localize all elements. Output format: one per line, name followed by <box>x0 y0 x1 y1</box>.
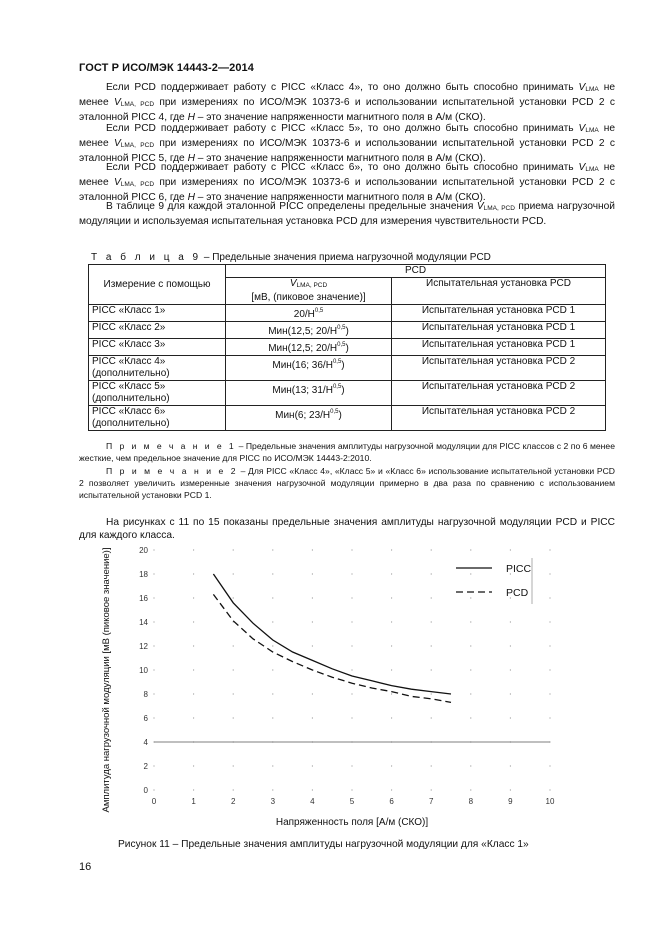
grid-dot <box>193 549 194 550</box>
y-tick-label: 20 <box>139 546 148 555</box>
x-tick-label: 3 <box>270 797 276 806</box>
grid-dot <box>549 789 550 790</box>
grid-dot <box>193 693 194 694</box>
table-row: PICC «Класс 4» (дополнительно) Мин(16; $36/H^{0,5}$) Испытательная установка PCD 2 <box>89 356 606 381</box>
paragraph-class6: Если PCD поддерживает работу с PICC «Класс 6», то оно должно быть способно принимать VLMA не менее VLMA, PCD при измерениях по ИСО/МЭК 10373-6 и использовании испытательной установки PCD 2 с эталонной PICC 6, где H – это значение напряженности магнитного поля в А/м (СКО). <box>79 162 616 203</box>
grid-dot <box>272 717 273 718</box>
grid-dot <box>193 573 194 574</box>
grid-dot <box>153 789 154 790</box>
x-tick-label: 4 <box>310 797 315 806</box>
grid-dot <box>153 597 154 598</box>
grid-dot <box>272 765 273 766</box>
grid-dot <box>510 717 511 718</box>
note-1: П р и м е ч а н и е 1 – Предельные значения амплитуды нагрузочной модуляции для PICC классов с 2 по 6 менее жесткие, чем предельное значение для PICC по ИСО/МЭК 14443-2:2010. <box>79 441 615 463</box>
grid-dot <box>312 573 313 574</box>
legend-label-picc: PICC <box>506 563 532 575</box>
grid-dot <box>193 765 194 766</box>
grid-dot <box>351 789 352 790</box>
table-row: PICC «Класс 6» (дополнительно) Мин(6; $23/H^{0,5}$) Испытательная установка PCD 2 <box>89 406 606 431</box>
grid-dot <box>153 717 154 718</box>
grid-dot <box>391 549 392 550</box>
table-row: PICC «Класс 1» $20/H^{0,5}$ Испытательная установка PCD 1 <box>89 305 606 322</box>
grid-dot <box>470 693 471 694</box>
grid-dot <box>391 669 392 670</box>
grid-dot <box>549 669 550 670</box>
grid-dot <box>193 789 194 790</box>
grid-dot <box>193 645 194 646</box>
grid-dot <box>510 669 511 670</box>
grid-dot <box>312 717 313 718</box>
grid-dot <box>153 573 154 574</box>
y-tick-label: 10 <box>139 666 148 675</box>
grid-dot <box>510 549 511 550</box>
grid-dot <box>193 597 194 598</box>
grid-dot <box>431 717 432 718</box>
grid-dot <box>391 621 392 622</box>
series-line-picc <box>213 574 451 694</box>
grid-dot <box>510 693 511 694</box>
grid-dot <box>272 789 273 790</box>
grid-dot <box>233 597 234 598</box>
grid-dot <box>153 693 154 694</box>
grid-dot <box>549 597 550 598</box>
y-tick-label: 14 <box>139 618 148 627</box>
grid-dot <box>431 621 432 622</box>
grid-dot <box>312 621 313 622</box>
table-row: PICC «Класс 3» Мин(12,5; $20/H^{0,5}$) Испытательная установка PCD 1 <box>89 339 606 356</box>
table-head-measurement: Измерение с помощью <box>89 265 226 305</box>
grid-dot <box>312 693 313 694</box>
grid-dot <box>272 549 273 550</box>
grid-dot <box>431 693 432 694</box>
paragraph-class5: Если PCD поддерживает работу с PICC «Класс 5», то оно должно быть способно принимать VLMA не менее VLMA, PCD при измерениях по ИСО/МЭК 10373-6 и использовании испытательной установки PCD 2 с эталонной PICC 5, где H – это значение напряженности магнитного поля в А/м (СКО). <box>79 123 616 164</box>
grid-dot <box>470 621 471 622</box>
paragraph-figures-intro: На рисунках с 11 по 15 показаны предельные значения амплитуды нагрузочной модуляции PCD и PICC для каждого класса. <box>79 517 615 541</box>
grid-dot <box>549 549 550 550</box>
grid-dot <box>193 621 194 622</box>
grid-dot <box>549 645 550 646</box>
grid-dot <box>272 597 273 598</box>
legend-label-pcd: PCD <box>506 587 529 599</box>
grid-dot <box>510 645 511 646</box>
grid-dot <box>470 789 471 790</box>
x-tick-label: 1 <box>191 797 196 806</box>
grid-dot <box>272 621 273 622</box>
grid-dot <box>272 669 273 670</box>
grid-dot <box>431 597 432 598</box>
grid-dot <box>351 597 352 598</box>
limits-chart <box>96 538 576 828</box>
grid-dot <box>431 645 432 646</box>
grid-dot <box>351 621 352 622</box>
grid-dot <box>351 765 352 766</box>
grid-dot <box>351 717 352 718</box>
y-axis-label: Амплитуда нагрузочной модуляции [мВ (пиковое значение)] <box>101 547 112 813</box>
grid-dot <box>312 789 313 790</box>
y-tick-label: 12 <box>139 642 148 651</box>
y-tick-label: 0 <box>143 786 148 795</box>
grid-dot <box>391 693 392 694</box>
limits-table <box>88 264 606 431</box>
grid-dot <box>153 621 154 622</box>
grid-dot <box>549 693 550 694</box>
y-tick-label: 6 <box>143 714 148 723</box>
grid-dot <box>470 717 471 718</box>
grid-dot <box>391 645 392 646</box>
x-tick-label: 6 <box>389 797 394 806</box>
grid-dot <box>153 549 154 550</box>
paragraph-table-intro: В таблице 9 для каждой эталонной PICC определены предельные значения VLMA, PCD приема нагрузочной модуляции и используемая испытательная установка PCD для измерения чувствительности PCD. <box>79 201 616 227</box>
x-tick-label: 0 <box>151 797 157 806</box>
grid-dot <box>510 789 511 790</box>
grid-dot <box>233 573 234 574</box>
grid-dot <box>549 573 550 574</box>
grid-dot <box>391 717 392 718</box>
grid-dot <box>510 621 511 622</box>
grid-dot <box>391 789 392 790</box>
grid-dot <box>351 549 352 550</box>
y-tick-label: 4 <box>143 738 148 747</box>
grid-dot <box>431 573 432 574</box>
grid-dot <box>470 669 471 670</box>
grid-dot <box>233 717 234 718</box>
x-tick-label: 7 <box>428 797 434 806</box>
grid-dot <box>351 669 352 670</box>
grid-dot <box>549 765 550 766</box>
grid-dot <box>233 789 234 790</box>
grid-dot <box>193 717 194 718</box>
grid-dot <box>470 573 471 574</box>
grid-dot <box>153 765 154 766</box>
grid-dot <box>431 789 432 790</box>
grid-dot <box>470 597 471 598</box>
grid-dot <box>153 645 154 646</box>
y-tick-label: 18 <box>139 570 148 579</box>
grid-dot <box>272 573 273 574</box>
grid-dot <box>233 669 234 670</box>
figure-caption: Рисунок 11 – Предельные значения амплитуды нагрузочной модуляции для «Класс 1» <box>118 839 529 850</box>
x-tick-label: 2 <box>230 797 236 806</box>
chart-area <box>96 538 576 828</box>
x-axis-label: Напряженность поля [А/м (СКО)] <box>275 817 429 828</box>
grid-dot <box>312 549 313 550</box>
note-2: П р и м е ч а н и е 2 – Для PICC «Класс 4», «Класс 5» и «Класс 6» использование испытательной установки PCD 2 позволяет увеличить измеренные значения нагрузочной модуляции примерно в два раза по сравнению с использованием испытательной установки PCD 1. <box>79 466 615 500</box>
y-tick-label: 2 <box>143 762 148 771</box>
table-row: PICC «Класс 5» (дополнительно) Мин(13; $31/H^{0,5}$) Испытательная установка PCD 2 <box>89 381 606 406</box>
grid-dot <box>193 669 194 670</box>
grid-dot <box>153 669 154 670</box>
grid-dot <box>272 645 273 646</box>
grid-dot <box>233 549 234 550</box>
grid-dot <box>431 765 432 766</box>
grid-dot <box>510 765 511 766</box>
document-header: ГОСТ Р ИСО/МЭК 14443-2—2014 <box>79 62 254 74</box>
table-row: PICC «Класс 2» Мин(12,5; $20/H^{0,5}$) Испытательная установка PCD 1 <box>89 322 606 339</box>
y-tick-label: 8 <box>143 690 148 699</box>
grid-dot <box>351 645 352 646</box>
x-tick-label: 10 <box>545 797 555 806</box>
grid-dot <box>549 621 550 622</box>
grid-dot <box>391 765 392 766</box>
paragraph-class4: Если PCD поддерживает работу с PICC «Класс 4», то оно должно быть способно принимать VLMA не менее VLMA, PCD при измерениях по ИСО/МЭК 10373-6 и использовании испытательной установки PCD 2 с эталонной PICC 4, где H – это значение напряженности магнитного поля в А/м (СКО). <box>79 82 616 123</box>
page-number: 16 <box>79 861 92 873</box>
x-tick-label: 8 <box>468 797 474 806</box>
grid-dot <box>391 573 392 574</box>
table-caption: Т а б л и ц а 9 – Предельные значения приема нагрузочной модуляции PCD <box>91 252 491 263</box>
grid-dot <box>233 645 234 646</box>
grid-dot <box>312 597 313 598</box>
table-head-vlma: VLMA, PCD [мВ, (пиковое значение)] <box>226 278 392 305</box>
grid-dot <box>351 693 352 694</box>
table-head-setup: Испытательная установка PCD <box>392 278 606 305</box>
grid-dot <box>431 669 432 670</box>
grid-dot <box>351 573 352 574</box>
grid-dot <box>470 549 471 550</box>
grid-dot <box>233 765 234 766</box>
grid-dot <box>233 693 234 694</box>
grid-dot <box>549 717 550 718</box>
grid-dot <box>312 645 313 646</box>
x-tick-label: 9 <box>508 797 513 806</box>
series-line-pcd <box>213 594 451 702</box>
grid-dot <box>470 645 471 646</box>
y-tick-label: 16 <box>139 594 148 603</box>
grid-dot <box>391 597 392 598</box>
grid-dot <box>431 549 432 550</box>
grid-dot <box>272 693 273 694</box>
grid-dot <box>470 765 471 766</box>
x-tick-label: 5 <box>349 797 355 806</box>
table-head-pcd: PCD <box>226 265 606 278</box>
grid-dot <box>312 765 313 766</box>
